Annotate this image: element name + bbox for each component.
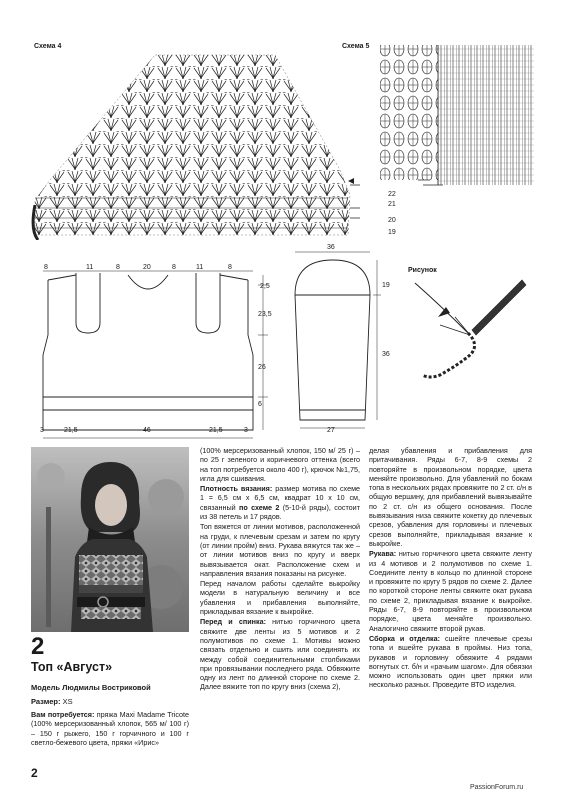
hook-drawing: [410, 275, 535, 385]
sleeve-dim-right-1: 19: [382, 282, 390, 289]
materials-paragraph: [31, 710, 189, 747]
scheme-5-diagram: [378, 40, 538, 190]
sleeve-dim-top: 36: [327, 244, 335, 251]
dim-bottom-1: 3: [40, 427, 44, 434]
page-number: 2: [31, 766, 38, 780]
size-label: Размер:: [31, 697, 61, 706]
sleeves-paragraph: Рукава: нитью горчичного цвета свяжите ленту из 4 мотивов и 2 полумотивов по схеме 1. Соедините ленту в кольцо по длинной стороне и провяжите по кругу 5 рядов по схеме 2. Далее по короткой стороне ленты свяжите окат рукава по схеме 2, прикладывая вязание к выкройке. Ряды 6-7, 8-9 повторяйте в произвольном порядке, цвета меняйте произвольно. Аналогично свяжите второй рукав.: [369, 549, 532, 633]
text-column-2: [200, 446, 360, 693]
drawing-title: Рисунок: [408, 267, 437, 274]
scheme-4-title: Схема 4: [34, 43, 62, 50]
materials-text: пряжа Maxi Madame Tricote (100% мерсеризованный хлопок, 565 м/ 100 г) – 150 г рыжего, 150 г горчичного и 100 г светло-бежевого цвета, пряжи «Ирис»: [31, 710, 190, 747]
text-column-3: [369, 446, 532, 691]
dim-top-6: 11: [196, 264, 204, 271]
assembly-paragraph: Сборка и отделка: сшейте плечевые срезы топа и вшейте рукава в проймы. Низ топа, рукавов и горловину обвяжите 4 рядами вогнутых ст. б/н и «рачьим шагом». Для обвязки можно использовать один цвет пряжи или несколько разных. Проведите ВТО изделия.: [369, 633, 532, 690]
sleeve-pattern-diagram: [285, 240, 400, 440]
materials-label: Вам потребуется:: [31, 710, 95, 719]
col2-paragraph-1: (100% мерсеризованный хлопок, 150 м/ 25 г) – по 25 г зеленого и коричневого оттенка (всего на топ потребуется около 400 г), крючок №1,75, игла для сшивания.: [200, 446, 360, 483]
size-value: XS: [62, 697, 73, 706]
row-number-21: 21: [388, 201, 396, 208]
dim-right-4: 6: [258, 401, 262, 408]
dim-top-5: 8: [172, 264, 176, 271]
dim-right-2: 23,5: [258, 311, 272, 318]
dim-top-2: 11: [86, 264, 94, 271]
watermark: PassionForum.ru: [470, 784, 524, 791]
scheme-4-diagram: [30, 40, 370, 240]
project-number: 2: [31, 633, 45, 660]
sleeve-dim-right-2: 36: [382, 351, 390, 358]
scheme-5-title: Схема 5: [342, 43, 370, 50]
dim-bottom-4: 21,5: [209, 427, 223, 434]
density-paragraph: Плотность вязания: размер мотива по схеме 1 = 6,5 см х 6,5 см, квадрат 10 х 10 см, связанный по схеме 2 (5-10-й ряды), состоит из 38 петель и 17 рядов.: [200, 484, 361, 522]
col3-paragraph-1: делая убавления и прибавления для притачивания. Ряды 6-7, 8-9 схемы 2 повторяйте в произвольном порядке, цвета меняйте произвольно. Для убавлений по бокам топа в нескольких рядах провяжите по 2 ст. с/н в общую вершину, для прибавлений вывязывайте по 2 ст. с/н из общего основания. После вывязывания низа свяжите кокетку до плечевых срезов, убавления для горловины и плечевых срезов выполняйте, прикладывая вязание к выкройке.: [369, 446, 532, 548]
dim-bottom-5: 3: [244, 427, 248, 434]
col2-paragraph-3: Топ вяжется от линии мотивов, расположенной на груди, к плечевым срезам и затем по кругу (от линии пройм) вниз. Рукава вяжутся так же – от линии мотивов вниз по кругу и вверх вывязывается окат. Расположение схем и направления вязания показаны на рисунке.: [200, 522, 360, 578]
dim-top-7: 8: [228, 264, 232, 271]
row-number-20: 20: [388, 217, 396, 224]
col2-paragraph-4: Перед началом работы сделайте выкройку модели в натуральную величину и все убавления и прибавления выполняйте, прикладывая вязание к выкройке.: [200, 579, 360, 617]
front-back-paragraph: Перед и спинка: нитью горчичного цвета свяжите две ленты из 5 мотивов и 2 полумотивов по схеме 1. Мотивы можно связать отдельно и сшить или соединять их между собой соединительными столбиками при провязывании последнего ряда. Обвяжите одну из лент по длинной стороне по схеме 2. Далее вяжите топ по кругу вниз (схема 2),: [200, 617, 360, 692]
model-author: Модель Людмилы Востриковой: [31, 683, 151, 692]
body-pattern-diagram: [28, 255, 283, 445]
row-number-22: 22: [388, 191, 396, 198]
model-photo: [31, 447, 189, 632]
row-number-19: 19: [388, 229, 396, 236]
dim-top-3: 8: [116, 264, 120, 271]
dim-right-1: 2,5: [260, 283, 270, 290]
project-title: Топ «Август»: [31, 660, 113, 674]
dim-bottom-2: 21,5: [64, 427, 78, 434]
dim-top-4: 20: [143, 264, 151, 271]
sleeve-dim-bottom: 27: [327, 427, 335, 434]
size-line: [31, 697, 73, 706]
dim-bottom-3: 46: [143, 427, 151, 434]
dim-top-1: 8: [44, 264, 48, 271]
dim-right-3: 26: [258, 364, 266, 371]
